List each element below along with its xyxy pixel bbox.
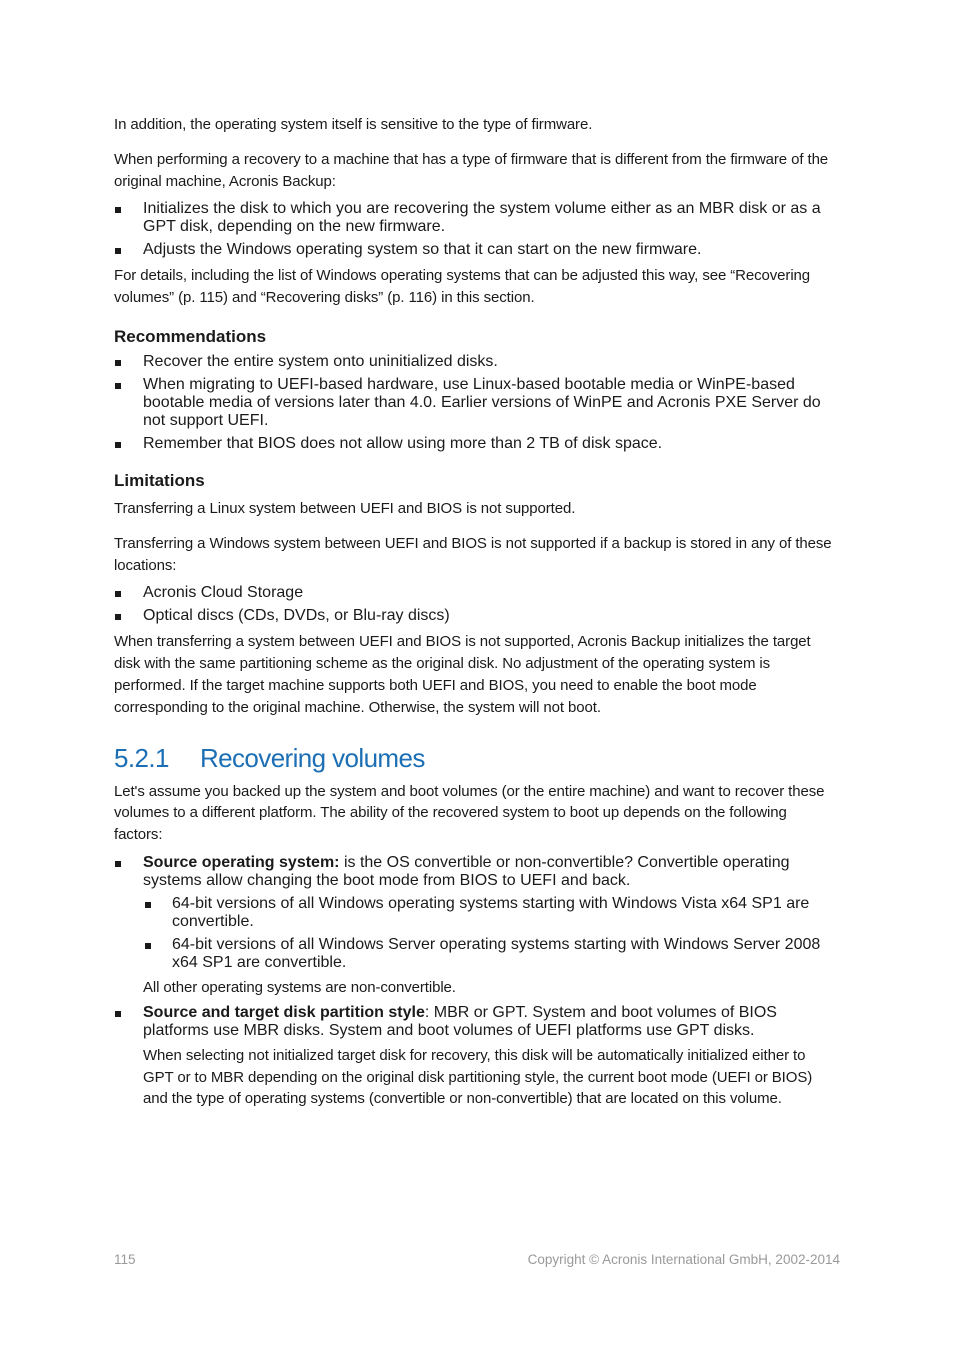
section-number: 5.2.1: [114, 742, 169, 773]
list-item: Adjusts the Windows operating system so that it can start on the new firmware.: [114, 241, 838, 259]
convertible-os-list: [143, 895, 838, 972]
limitations-paragraph-1: Transferring a Linux system between UEFI and BIOS is not supported.: [114, 499, 576, 517]
factor-note: All other operating systems are non-convertible.: [143, 978, 456, 996]
limitations-paragraph-2: Transferring a Windows system between UEFI and BIOS is not supported if a backup is stored in any of these locations:: [114, 534, 832, 574]
section-heading: [114, 741, 838, 775]
list-item: Optical discs (CDs, DVDs, or Blu-ray discs): [114, 607, 838, 625]
factors-list: [114, 854, 838, 1110]
factor-note: When selecting not initialized target disk for recovery, this disk will be automatically initialized either to GPT or to MBR depending on the original disk partitioning style, the current boot mode (UEFI or BIOS) and the type of operating systems (convertible or non-convertible) that are located on this volume.: [143, 1046, 813, 1108]
intro-paragraph-1: In addition, the operating system itself is sensitive to the type of firmware.: [114, 116, 593, 133]
list-item: Initializes the disk to which you are recovering the system volume either as an MBR disk or as a GPT disk, depending on the new firmware.: [114, 200, 838, 236]
recommendations-list: [114, 353, 838, 453]
limitations-list: [114, 584, 838, 625]
intro-bullet-list: [114, 200, 838, 259]
list-item: When migrating to UEFI-based hardware, use Linux-based bootable media or WinPE-based bootable media of versions later than 4.0. Earlier versions of WinPE and Acronis PXE Server do not support UEFI.: [114, 376, 838, 430]
recommendations-heading: Recommendations: [114, 326, 267, 346]
section-title: Recovering volumes: [200, 742, 425, 773]
document-page: [114, 114, 838, 1110]
limitations-heading: Limitations: [114, 470, 205, 490]
limitations-paragraph-3: When transferring a system between UEFI and BIOS is not supported, Acronis Backup initializes the target disk with the same partitioning scheme as the original disk. No adjustment of the operating system is performed. If the target machine supports both UEFI and BIOS, you need to enable the boot mode corresponding to the original machine. Otherwise, the system will not boot.: [114, 633, 811, 716]
factor-label: Source and target disk partition style: [143, 1003, 425, 1021]
intro-paragraph-3: For details, including the list of Windows operating systems that can be adjusted this way, see “Recovering volumes” (p. 115) and “Recovering disks” (p. 116) in this section.: [114, 267, 811, 307]
page-number: 115: [114, 1252, 136, 1267]
factor-source-os: [114, 854, 838, 999]
list-item: 64-bit versions of all Windows Server operating systems starting with Windows Server 2008 x64 SP1 are convertible.: [143, 936, 838, 972]
factor-partition-style: [114, 1004, 838, 1110]
factor-text: : MBR or GPT. System and boot volumes of BIOS platforms use MBR disks. System and boot volumes of UEFI platforms use GPT disks.: [143, 1003, 777, 1039]
section-paragraph-1: Let's assume you backed up the system and boot volumes (or the entire machine) and want to recover these volumes to a different platform. The ability of the recovered system to boot up depends on the following factors:: [114, 782, 825, 844]
factor-label: Source operating system:: [143, 853, 340, 871]
list-item: Recover the entire system onto uninitialized disks.: [114, 353, 838, 371]
factor-text: is the OS convertible or non-convertible? Convertible operating systems allow changing the boot mode from BIOS to UEFI and back.: [143, 853, 790, 889]
list-item: 64-bit versions of all Windows operating systems starting with Windows Vista x64 SP1 are convertible.: [143, 895, 838, 931]
copyright-text: Copyright © Acronis International GmbH, 2002-2014: [527, 1252, 840, 1267]
list-item: Remember that BIOS does not allow using more than 2 TB of disk space.: [114, 435, 838, 453]
intro-paragraph-2: When performing a recovery to a machine that has a type of firmware that is different from the firmware of the original machine, Acronis Backup:: [114, 150, 829, 190]
list-item: Acronis Cloud Storage: [114, 584, 838, 602]
